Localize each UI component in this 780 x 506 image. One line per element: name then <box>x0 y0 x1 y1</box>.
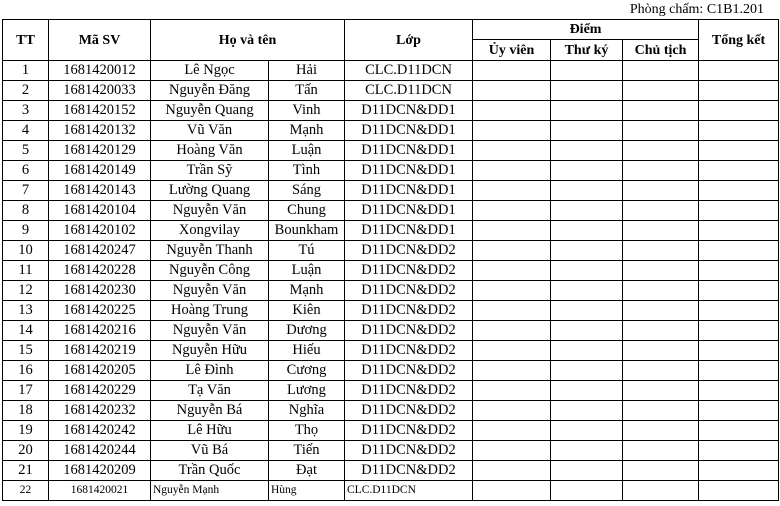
table-row <box>3 461 779 481</box>
total-cell <box>699 101 779 121</box>
table-body <box>3 61 779 501</box>
score-member-cell <box>473 301 551 321</box>
score-member-cell <box>473 401 551 421</box>
row-tt: 18 <box>3 401 49 421</box>
score-secretary-cell <box>551 481 623 501</box>
student-id-cell: 1681420232 <box>49 401 151 421</box>
last-name-cell: Tiến <box>269 441 345 461</box>
last-name-cell: Tú <box>269 241 345 261</box>
first-name-cell: Trần Quốc <box>151 461 269 481</box>
class-cell: D11DCN&DD2 <box>345 261 473 281</box>
total-cell <box>699 361 779 381</box>
header-secretary: Thư ký <box>551 40 623 61</box>
grading-table <box>2 19 779 501</box>
score-secretary-cell <box>551 221 623 241</box>
student-id-cell: 1681420149 <box>49 161 151 181</box>
header-full-name: Họ và tên <box>151 20 345 61</box>
score-chair-cell <box>623 321 699 341</box>
score-secretary-cell <box>551 101 623 121</box>
row-tt: 16 <box>3 361 49 381</box>
class-cell: D11DCN&DD2 <box>345 421 473 441</box>
table-row <box>3 361 779 381</box>
table-row <box>3 61 779 81</box>
score-member-cell <box>473 481 551 501</box>
score-secretary-cell <box>551 61 623 81</box>
class-cell: D11DCN&DD1 <box>345 121 473 141</box>
score-chair-cell <box>623 261 699 281</box>
score-secretary-cell <box>551 81 623 101</box>
score-secretary-cell <box>551 301 623 321</box>
table-row <box>3 241 779 261</box>
table-row <box>3 441 779 461</box>
score-secretary-cell <box>551 341 623 361</box>
score-member-cell <box>473 441 551 461</box>
student-id-cell: 1681420132 <box>49 121 151 141</box>
score-member-cell <box>473 461 551 481</box>
class-cell: D11DCN&DD2 <box>345 381 473 401</box>
first-name-cell: Nguyễn Văn <box>151 281 269 301</box>
class-cell: D11DCN&DD1 <box>345 141 473 161</box>
total-cell <box>699 121 779 141</box>
score-secretary-cell <box>551 401 623 421</box>
last-name-cell: Kiên <box>269 301 345 321</box>
class-cell: D11DCN&DD2 <box>345 341 473 361</box>
class-cell: CLC.D11DCN <box>345 81 473 101</box>
last-name-cell: Bounkham <box>269 221 345 241</box>
total-cell <box>699 81 779 101</box>
row-tt: 6 <box>3 161 49 181</box>
last-name-cell: Hiếu <box>269 341 345 361</box>
student-id-cell: 1681420229 <box>49 381 151 401</box>
student-id-cell: 1681420216 <box>49 321 151 341</box>
row-tt: 20 <box>3 441 49 461</box>
table-row <box>3 281 779 301</box>
score-chair-cell <box>623 221 699 241</box>
header-student-id: Mã SV <box>49 20 151 61</box>
row-tt: 11 <box>3 261 49 281</box>
header-class: Lớp <box>345 20 473 61</box>
first-name-cell: Nguyễn Quang <box>151 101 269 121</box>
score-secretary-cell <box>551 321 623 341</box>
row-tt: 10 <box>3 241 49 261</box>
total-cell <box>699 441 779 461</box>
first-name-cell: Vũ Văn <box>151 121 269 141</box>
header-score: Điểm <box>473 20 699 40</box>
class-cell: D11DCN&DD2 <box>345 321 473 341</box>
first-name-cell: Nguyễn Hữu <box>151 341 269 361</box>
first-name-cell: Tạ Văn <box>151 381 269 401</box>
header-total: Tổng kết <box>699 20 779 61</box>
class-cell: D11DCN&DD1 <box>345 221 473 241</box>
last-name-cell: Mạnh <box>269 281 345 301</box>
first-name-cell: Nguyễn Bá <box>151 401 269 421</box>
student-id-cell: 1681420242 <box>49 421 151 441</box>
header-member: Ủy viên <box>473 40 551 61</box>
first-name-cell: Nguyễn Công <box>151 261 269 281</box>
table-row <box>3 381 779 401</box>
table-row <box>3 261 779 281</box>
table-row <box>3 161 779 181</box>
first-name-cell: Nguyễn Văn <box>151 201 269 221</box>
score-chair-cell <box>623 481 699 501</box>
row-tt: 4 <box>3 121 49 141</box>
first-name-cell: Lường Quang <box>151 181 269 201</box>
score-secretary-cell <box>551 361 623 381</box>
student-id-cell: 1681420102 <box>49 221 151 241</box>
table-row <box>3 141 779 161</box>
score-secretary-cell <box>551 241 623 261</box>
total-cell <box>699 181 779 201</box>
first-name-cell: Nguyễn Văn <box>151 321 269 341</box>
table-row <box>3 181 779 201</box>
score-member-cell <box>473 181 551 201</box>
table-row <box>3 201 779 221</box>
table-row <box>3 101 779 121</box>
total-cell <box>699 261 779 281</box>
score-secretary-cell <box>551 201 623 221</box>
first-name-cell: Trần Sỹ <box>151 161 269 181</box>
class-cell: D11DCN&DD2 <box>345 301 473 321</box>
row-tt: 13 <box>3 301 49 321</box>
last-name-cell: Cương <box>269 361 345 381</box>
first-name-cell: Lê Đình <box>151 361 269 381</box>
total-cell <box>699 381 779 401</box>
student-id-cell: 1681420205 <box>49 361 151 381</box>
student-id-cell: 1681420143 <box>49 181 151 201</box>
score-secretary-cell <box>551 461 623 481</box>
student-id-cell: 1681420228 <box>49 261 151 281</box>
score-member-cell <box>473 141 551 161</box>
class-cell: D11DCN&DD1 <box>345 101 473 121</box>
row-tt: 3 <box>3 101 49 121</box>
last-name-cell: Nghĩa <box>269 401 345 421</box>
first-name-cell: Hoàng Trung <box>151 301 269 321</box>
row-tt: 17 <box>3 381 49 401</box>
header-tt: TT <box>3 20 49 61</box>
last-name-cell: Sáng <box>269 181 345 201</box>
student-id-cell: 1681420247 <box>49 241 151 261</box>
last-name-cell: Dương <box>269 321 345 341</box>
score-member-cell <box>473 81 551 101</box>
score-secretary-cell <box>551 141 623 161</box>
first-name-cell: Lê Hữu <box>151 421 269 441</box>
row-tt: 2 <box>3 81 49 101</box>
student-id-cell: 1681420152 <box>49 101 151 121</box>
score-chair-cell <box>623 81 699 101</box>
class-cell: D11DCN&DD2 <box>345 461 473 481</box>
row-tt: 14 <box>3 321 49 341</box>
student-id-cell: 1681420219 <box>49 341 151 361</box>
row-tt: 8 <box>3 201 49 221</box>
score-chair-cell <box>623 421 699 441</box>
table-row <box>3 301 779 321</box>
score-secretary-cell <box>551 121 623 141</box>
last-name-cell: Luận <box>269 141 345 161</box>
first-name-cell: Nguyễn Thanh <box>151 241 269 261</box>
score-chair-cell <box>623 401 699 421</box>
class-cell: D11DCN&DD1 <box>345 201 473 221</box>
class-cell: CLC.D11DCN <box>345 61 473 81</box>
last-name-cell: Vinh <box>269 101 345 121</box>
row-tt: 19 <box>3 421 49 441</box>
first-name-cell: Lê Ngọc <box>151 61 269 81</box>
score-member-cell <box>473 101 551 121</box>
score-chair-cell <box>623 361 699 381</box>
student-id-cell: 1681420104 <box>49 201 151 221</box>
score-secretary-cell <box>551 281 623 301</box>
table-row <box>3 321 779 341</box>
first-name-cell: Nguyễn Mạnh <box>151 481 269 501</box>
score-secretary-cell <box>551 181 623 201</box>
student-id-cell: 1681420225 <box>49 301 151 321</box>
total-cell <box>699 301 779 321</box>
student-id-cell: 1681420129 <box>49 141 151 161</box>
score-secretary-cell <box>551 381 623 401</box>
row-tt: 7 <box>3 181 49 201</box>
last-name-cell: Hải <box>269 61 345 81</box>
score-member-cell <box>473 361 551 381</box>
score-chair-cell <box>623 161 699 181</box>
row-tt: 5 <box>3 141 49 161</box>
score-chair-cell <box>623 241 699 261</box>
class-cell: CLC.D11DCN <box>345 481 473 501</box>
total-cell <box>699 201 779 221</box>
last-name-cell: Hùng <box>269 481 345 501</box>
score-member-cell <box>473 421 551 441</box>
total-cell <box>699 341 779 361</box>
row-tt: 22 <box>3 481 49 501</box>
score-chair-cell <box>623 341 699 361</box>
score-chair-cell <box>623 441 699 461</box>
total-cell <box>699 161 779 181</box>
score-member-cell <box>473 221 551 241</box>
last-name-cell: Tấn <box>269 81 345 101</box>
class-cell: D11DCN&DD2 <box>345 361 473 381</box>
last-name-cell: Luận <box>269 261 345 281</box>
last-name-cell: Chung <box>269 201 345 221</box>
row-tt: 1 <box>3 61 49 81</box>
class-cell: D11DCN&DD1 <box>345 161 473 181</box>
table-row <box>3 81 779 101</box>
table-row <box>3 221 779 241</box>
total-cell <box>699 61 779 81</box>
student-id-cell: 1681420230 <box>49 281 151 301</box>
total-cell <box>699 281 779 301</box>
total-cell <box>699 461 779 481</box>
score-chair-cell <box>623 201 699 221</box>
first-name-cell: Hoàng Văn <box>151 141 269 161</box>
score-chair-cell <box>623 61 699 81</box>
row-tt: 15 <box>3 341 49 361</box>
score-chair-cell <box>623 301 699 321</box>
first-name-cell: Xongvilay <box>151 221 269 241</box>
score-chair-cell <box>623 121 699 141</box>
student-id-cell: 1681420244 <box>49 441 151 461</box>
row-tt: 9 <box>3 221 49 241</box>
total-cell <box>699 141 779 161</box>
score-secretary-cell <box>551 441 623 461</box>
class-cell: D11DCN&DD2 <box>345 241 473 261</box>
last-name-cell: Mạnh <box>269 121 345 141</box>
score-member-cell <box>473 261 551 281</box>
student-id-cell: 1681420021 <box>49 481 151 501</box>
score-member-cell <box>473 161 551 181</box>
total-cell <box>699 221 779 241</box>
table-row <box>3 481 779 501</box>
score-member-cell <box>473 121 551 141</box>
score-chair-cell <box>623 181 699 201</box>
class-cell: D11DCN&DD2 <box>345 401 473 421</box>
table-row <box>3 121 779 141</box>
student-id-cell: 1681420012 <box>49 61 151 81</box>
total-cell <box>699 421 779 441</box>
class-cell: D11DCN&DD2 <box>345 281 473 301</box>
last-name-cell: Lương <box>269 381 345 401</box>
total-cell <box>699 241 779 261</box>
last-name-cell: Đạt <box>269 461 345 481</box>
table-row <box>3 341 779 361</box>
score-chair-cell <box>623 141 699 161</box>
row-tt: 21 <box>3 461 49 481</box>
table-row <box>3 401 779 421</box>
score-member-cell <box>473 201 551 221</box>
score-secretary-cell <box>551 161 623 181</box>
score-member-cell <box>473 241 551 261</box>
student-id-cell: 1681420033 <box>49 81 151 101</box>
room-label: Phòng chấm: C1B1.201 <box>629 2 764 17</box>
header-chair: Chủ tịch <box>623 40 699 61</box>
total-cell <box>699 481 779 501</box>
total-cell <box>699 401 779 421</box>
table-row <box>3 421 779 441</box>
student-id-cell: 1681420209 <box>49 461 151 481</box>
score-chair-cell <box>623 461 699 481</box>
score-member-cell <box>473 341 551 361</box>
score-member-cell <box>473 281 551 301</box>
score-chair-cell <box>623 381 699 401</box>
first-name-cell: Nguyễn Đăng <box>151 81 269 101</box>
score-secretary-cell <box>551 261 623 281</box>
total-cell <box>699 321 779 341</box>
first-name-cell: Vũ Bá <box>151 441 269 461</box>
score-member-cell <box>473 61 551 81</box>
class-cell: D11DCN&DD1 <box>345 181 473 201</box>
score-secretary-cell <box>551 421 623 441</box>
score-member-cell <box>473 321 551 341</box>
score-chair-cell <box>623 281 699 301</box>
last-name-cell: Tình <box>269 161 345 181</box>
class-cell: D11DCN&DD2 <box>345 441 473 461</box>
row-tt: 12 <box>3 281 49 301</box>
score-chair-cell <box>623 101 699 121</box>
last-name-cell: Thọ <box>269 421 345 441</box>
score-member-cell <box>473 381 551 401</box>
